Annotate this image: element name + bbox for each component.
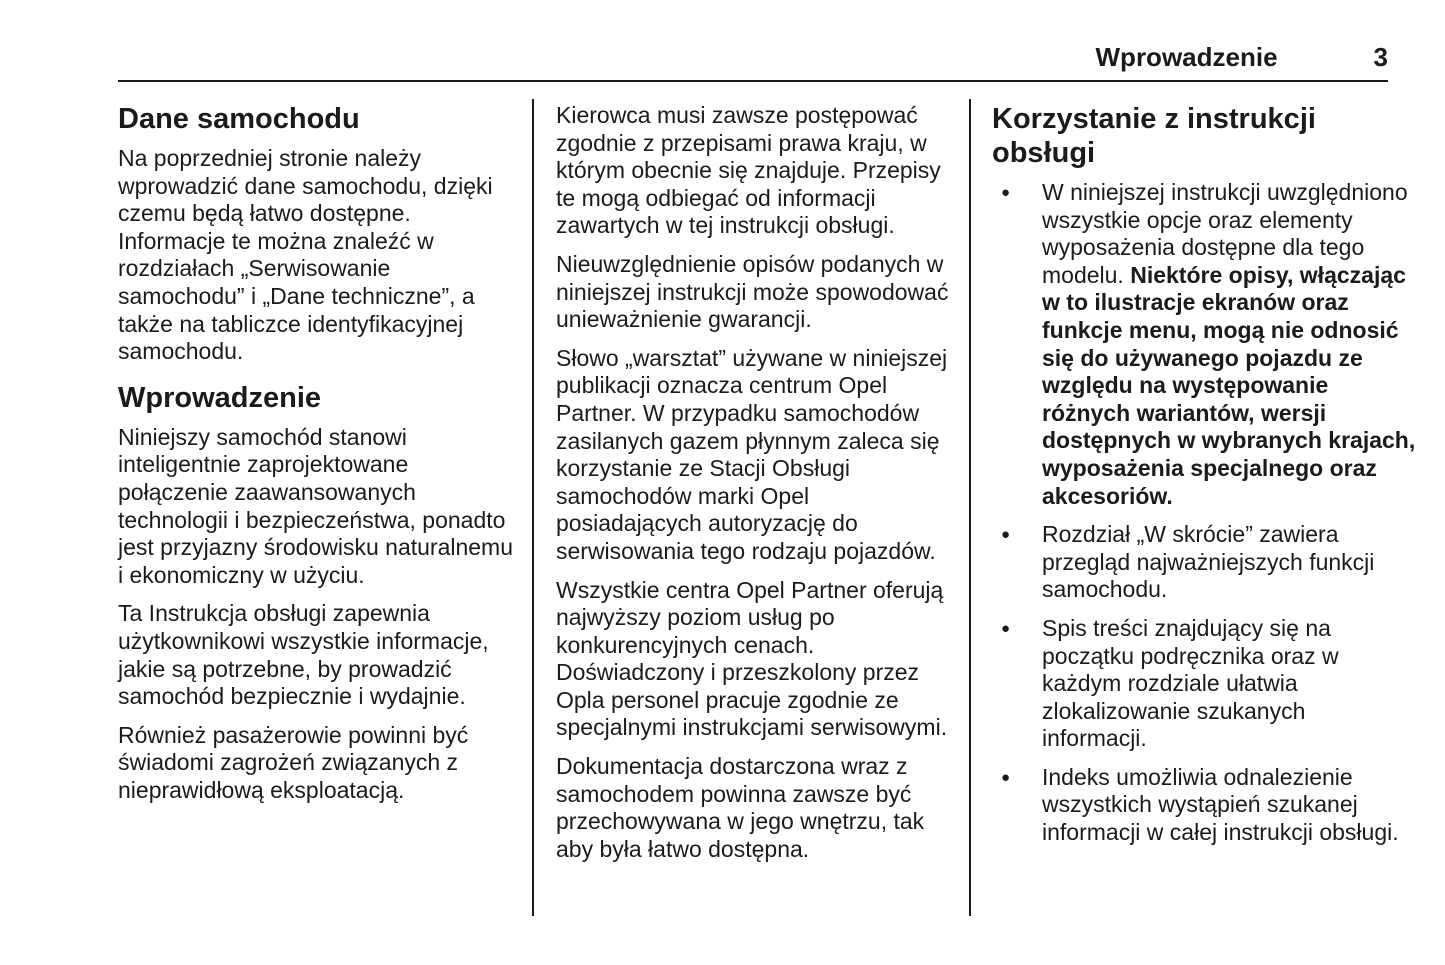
bullet-text — [1042, 764, 1416, 847]
column-1 — [118, 102, 518, 815]
column-divider-left — [532, 99, 534, 916]
bullet-item-spis-tresci — [992, 615, 1416, 753]
column-2 — [556, 102, 956, 874]
bullet-text — [1042, 521, 1416, 604]
page-header — [118, 42, 1388, 72]
paragraph-warsztat: Słowo „warsztat” używane w niniejszej publikacji oznacza centrum Opel Partner. W przypadku samochodów zasilanych gazem płynnym zaleca się korzystanie ze Stacji Obsługi samochodów marki Opel posiadających autoryzację do serwisowania tego rodzaju pojazdów. — [556, 344, 948, 564]
header-rule — [118, 80, 1388, 82]
bullet-item-w-skrocie — [992, 521, 1416, 604]
bullet-text — [1042, 615, 1416, 753]
paragraph-dokumentacja: Dokumentacja dostarczona wraz z samochodem powinna zawsze być przechowywana w jego wnętrzu, tak aby była łatwo dostępna. — [556, 753, 925, 862]
bullet-item-indeks — [992, 764, 1416, 847]
bullet-icon: ● — [1001, 619, 1011, 637]
column-3 — [992, 102, 1416, 858]
section-heading-korzystanie: Korzystanie z instrukcji obsługi — [992, 103, 1316, 169]
paragraph-wprowadzenie-1: Niniejszy samochód stanowi inteligentnie zaprojektowane połączenie zaawansowanych technologii i bezpieczeństwa, ponadto jest przyjazny środowisku naturalnemu i ekonomiczny w użyciu. — [118, 423, 514, 588]
paragraph-wprowadzenie-2: Ta Instrukcja obsługi zapewnia użytkownikowi wszystkie informacje, jakie są potrzebne, by prowadzić samochód bezpiecznie i wydajnie. — [118, 600, 489, 710]
bullet-text-normal: Indeks umożliwia odnalezienie wszystkich wystąpień szukanej informacji w całej instrukcji obsługi. — [1042, 763, 1399, 846]
bullet-list — [992, 179, 1416, 847]
section-heading-wprowadzenie: Wprowadzenie — [118, 381, 322, 414]
bullet-text-normal: Rozdział „W skrócie” zawiera przegląd najważniejszych funkcji samochodu. — [1042, 521, 1375, 603]
page-number: 3 — [1373, 42, 1388, 72]
section-heading-dane-samochodu: Dane samochodu — [118, 103, 360, 135]
bullet-icon: ● — [1001, 526, 1011, 544]
bullet-text — [1042, 179, 1416, 510]
paragraph-wprowadzenie-3: Również pasażerowie powinni być świadomi zagrożeń związanych z nieprawidłową eksploatacją. — [118, 721, 469, 803]
bullet-item-opcje-modelu — [992, 179, 1416, 510]
bullet-text-normal: W niniejszej instrukcji uwzględniono wszystkie opcje oraz elementy wyposażenia dostępne dla tego modelu. — [1042, 179, 1408, 288]
bullet-icon: ● — [1001, 768, 1011, 786]
bullet-text-normal: Spis treści znajdujący się na początku podręcznika oraz w każdym rozdziale ułatwia zlokalizowanie szukanych informacji. — [1042, 614, 1339, 752]
header-chapter-title: Wprowadzenie — [1095, 42, 1278, 72]
bullet-icon: ● — [1001, 184, 1011, 201]
paragraph-dane-samochodu: Na poprzedniej stronie należy wprowadzić dane samochodu, dzięki czemu będą łatwo dostępne. Informacje te można znaleźć w rozdziałach „Serwisowanie samochodu” i „Dane techniczne”, a także na tabliczce identyfikacyjnej samochodu. — [118, 145, 493, 365]
paragraph-opel-partner: Wszystkie centra Opel Partner oferują najwyższy poziom usług po konkurencyjnych cenach. Doświadczony i przeszkolony przez Opla personel pracuje zgodnie ze specjalnymi instrukcjami serwisowymi. — [556, 576, 948, 741]
column-divider-right — [969, 99, 971, 916]
bullet-text-bold: Niektóre opisy, włączając w to ilustracje ekranów oraz funkcje menu, mogą nie odnosić się do używanego pojazdu ze względu na występowanie różnych wariantów, wersji dostępnych w wybranych krajach, wyposażenia specjalnego oraz akcesoriów. — [1042, 261, 1416, 509]
paragraph-gwarancja: Nieuwzględnienie opisów podanych w niniejszej instrukcji może spowodować unieważnienie gwarancji. — [556, 250, 949, 333]
paragraph-przepisy-prawa: Kierowca musi zawsze postępować zgodnie z przepisami prawa kraju, w którym obecnie się znajduje. Przepisy te mogą odbiegać od informacji zawartych w tej instrukcji obsługi. — [556, 102, 941, 239]
